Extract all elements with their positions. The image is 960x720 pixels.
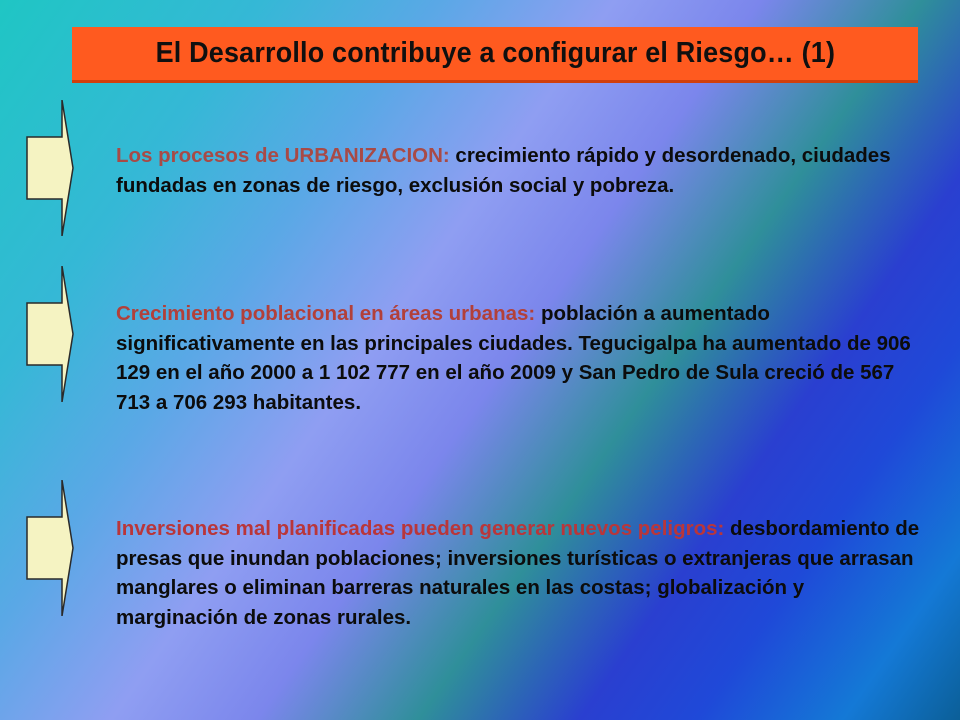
bullet-lead: Los procesos de URBANIZACION: (116, 144, 450, 167)
bullet-text: desbordamiento de presas que inundan poblaciones; inversiones turísticas o extranjeras que arrasan manglares o eliminan barreras naturales en las costas; globalización y marginación de zonas rurales. (116, 517, 920, 629)
right-arrow-icon (26, 266, 74, 402)
right-arrow-icon (26, 100, 74, 236)
bullet-text: crecimiento rápido y desordenado, ciudades fundadas en zonas de riesgo, exclusión social y pobreza. (116, 144, 891, 197)
bullet-item-inversiones (116, 514, 931, 632)
bullet-lead: Crecimiento poblacional en áreas urbanas: (116, 302, 536, 325)
slide-title: El Desarrollo contribuye a configurar el Riesgo… (1) (155, 37, 835, 69)
title-bar (72, 27, 918, 83)
right-arrow-icon (26, 480, 74, 616)
bullet-item-urbanizacion (116, 141, 931, 200)
bullet-text: población a aumentado significativamente en las principales ciudades. Tegucigalpa ha aumentado de 906 129 en el año 2000 a 1 102 777 en el año 2009 y San Pedro de Sula creció de 567 713 a 706 293 habitantes. (116, 302, 911, 414)
bullet-lead: Inversiones mal planificadas pueden generar nuevos peligros: (116, 517, 725, 540)
bullet-item-crecimiento (116, 299, 931, 417)
